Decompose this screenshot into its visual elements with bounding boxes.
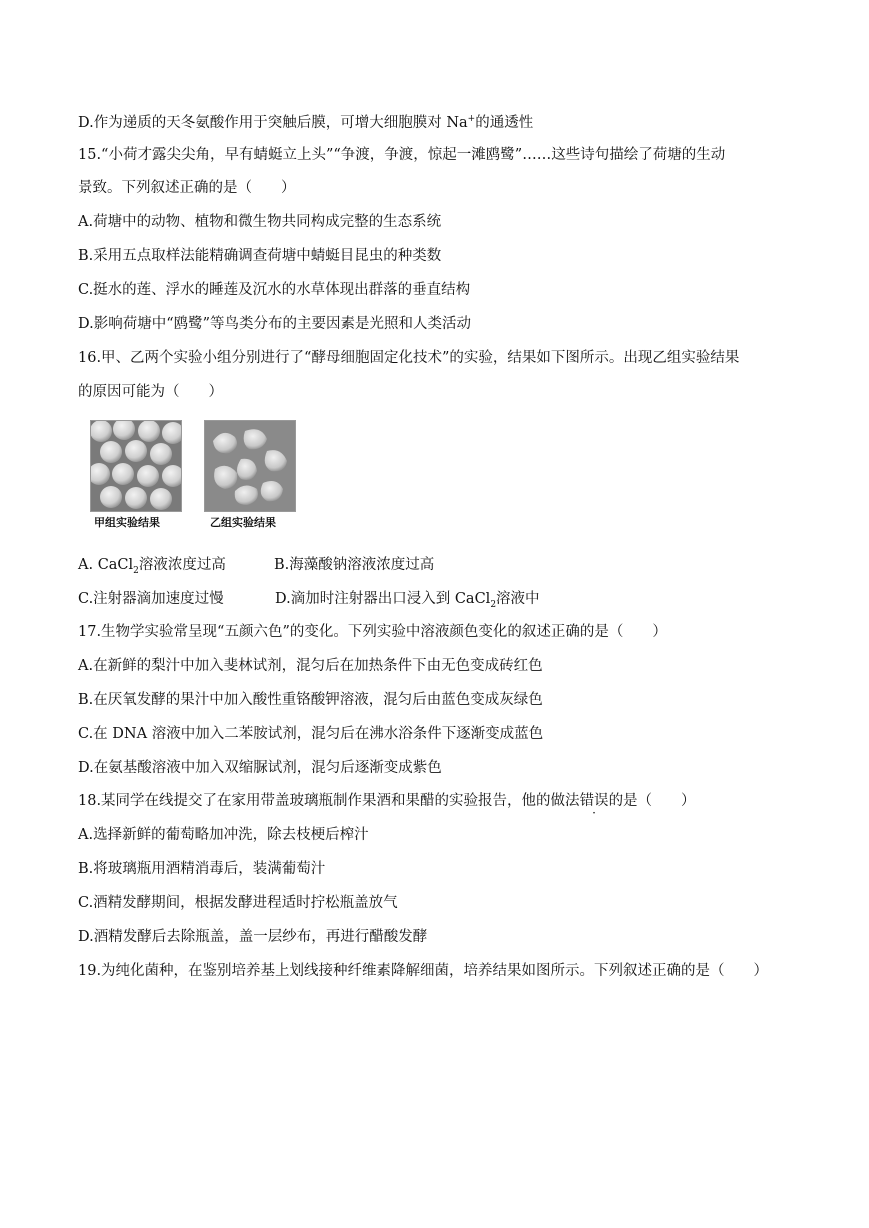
- beads-photo-a: [90, 420, 182, 512]
- q16-option-a-text: A. CaCl: [78, 557, 134, 573]
- q18-option-b: B.将玻璃瓶用酒精消毒后，装满葡萄汁: [78, 861, 326, 877]
- q15-stem-line1: 15.“小荷才露尖尖角，早有蜻蜓立上头”“争渡，争渡，惊起一滩鸥鹭”……这些诗句描绘了荷塘的生动: [78, 147, 726, 163]
- q16-option-d-text: D.滴加时注射器出口浸入到 CaCl: [275, 591, 491, 607]
- q19-stem: 19.为纯化菌种，在鉴别培养基上划线接种纤维素降解细菌，培养结果如图所示。下列叙述正确的是（ ）: [78, 963, 769, 979]
- q14-option-d-text-end: 的通透性: [475, 114, 534, 131]
- subscript: 2: [133, 565, 139, 576]
- q15-option-d: D.影响荷塘中“鸥鹭”等鸟类分布的主要因素是光照和人类活动: [78, 316, 472, 332]
- q16-stem-line1: 16.甲、乙两个实验小组分别进行了“酵母细胞固定化技术”的实验，结果如下图所示。出现乙组实验结果: [78, 350, 740, 366]
- q17-stem: 17.生物学实验常呈现“五颜六色”的变化。下列实验中溶液颜色变化的叙述正确的是（ ）: [78, 624, 667, 640]
- q17-option-b: B.在厌氧发酵的果汁中加入酸性重铬酸钾溶液，混匀后由蓝色变成灰绿色: [78, 692, 543, 708]
- q18-stem: [78, 791, 696, 811]
- q18-stem-text-end: 的是（ ）: [608, 793, 696, 809]
- q18-stem-emphasis: 错误: [579, 793, 609, 809]
- q14-option-d-text: D.作为递质的天冬氨酸作用于突触后膜，可增大细胞膜对 Na: [78, 114, 468, 131]
- q17-option-d: D.在氨基酸溶液中加入双缩脲试剂，混匀后逐渐变成紫色: [78, 760, 442, 776]
- q16-option-d-text-end: 溶液中: [496, 591, 540, 607]
- q16-option-a-text-end: 溶液浓度过高: [138, 557, 226, 573]
- figure-caption-a: 甲组实验结果: [94, 516, 160, 529]
- q17-option-a: A.在新鲜的梨汁中加入斐林试剂，混匀后在加热条件下由无色变成砖红色: [78, 658, 543, 674]
- q16-options-row1: [78, 555, 435, 581]
- q17-option-c: C.在 DNA 溶液中加入二苯胺试剂，混匀后在沸水浴条件下逐渐变成蓝色: [78, 726, 544, 742]
- figure-caption-b: 乙组实验结果: [210, 516, 276, 529]
- q16-option-a: [78, 557, 226, 576]
- q18-option-c: C.酒精发酵期间，根据发酵进程适时拧松瓶盖放气: [78, 895, 398, 911]
- subscript: 2: [490, 599, 497, 610]
- q15-stem-line2: 景致。下列叙述正确的是（ ）: [78, 180, 296, 196]
- q18-option-d: D.酒精发酵后去除瓶盖，盖一层纱布，再进行醋酸发酵: [78, 929, 428, 945]
- superscript: +: [467, 114, 476, 124]
- q16-option-b: B.海藻酸钠溶液浓度过高: [274, 557, 435, 573]
- q16-options-row2: [78, 589, 540, 610]
- q16-option-c: C.注射器滴加速度过慢: [78, 591, 224, 607]
- q18-stem-text: 18.某同学在线提交了在家用带盖玻璃瓶制作果酒和果醋的实验报告，他的做法: [78, 793, 580, 809]
- q14-option-d: [78, 109, 533, 133]
- q15-option-b: B.采用五点取样法能精确调查荷塘中蜻蜓目昆虫的种类数: [78, 248, 442, 264]
- q15-option-a: A.荷塘中的动物、植物和微生物共同构成完整的生态系统: [78, 214, 442, 230]
- q15-option-c: C.挺水的莲、浮水的睡莲及沉水的水草体现出群落的垂直结构: [78, 282, 471, 298]
- q18-option-a: A.选择新鲜的葡萄略加冲洗，除去枝梗后榨汁: [78, 827, 369, 843]
- q16-option-d: [275, 589, 540, 615]
- beads-photo-b: [204, 420, 296, 512]
- q16-stem-line2: 的原因可能为（ ）: [78, 384, 223, 400]
